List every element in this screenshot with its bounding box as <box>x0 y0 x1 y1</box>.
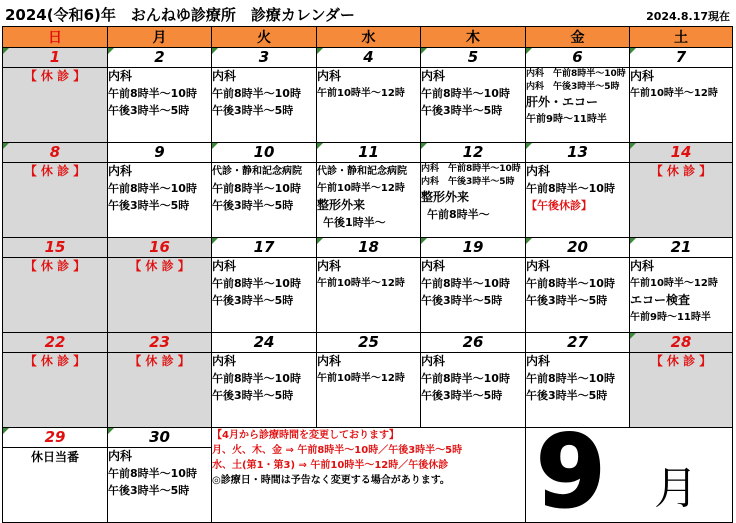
schedule-line: 午後3時半～5時 <box>421 104 503 117</box>
schedule-line: 午前8時半～10時 <box>212 182 301 195</box>
closed-day-cell: 【 休 診 】 <box>3 258 108 333</box>
corner-mark-icon <box>3 428 9 434</box>
day-number <box>630 143 733 163</box>
day-number-text: 6 <box>572 48 583 66</box>
as-of-date: 2024.8.17現在 <box>646 10 730 23</box>
day-number <box>108 333 212 353</box>
schedule-line: 内科 <box>108 449 133 463</box>
day-number <box>630 238 733 258</box>
schedule-line: 午後3時半～5時 <box>108 104 190 117</box>
corner-mark-icon <box>421 238 427 244</box>
schedule-line: 午前10時半～12時 <box>317 373 405 384</box>
day-number-text: 29 <box>44 428 66 446</box>
closed-day-cell: 【 休 診 】 <box>108 353 212 428</box>
day-number <box>526 238 630 258</box>
schedule-line: 午前8時半～10時 <box>421 277 510 290</box>
schedule-line: 内科 <box>630 69 655 83</box>
closed-day-cell: 【 休 診 】 <box>108 258 212 333</box>
day-number-text: 25 <box>358 333 379 351</box>
schedule-line: 肝外・エコー <box>526 95 599 109</box>
day-number <box>317 333 421 353</box>
schedule-line: 内科 <box>526 164 551 178</box>
schedule-line: 内科 午前8時半～10時 <box>421 164 521 174</box>
closed-day-cell: 【 休 診 】 <box>3 68 108 143</box>
last-week-date-row <box>3 428 733 448</box>
schedule-line: 午後3時半～5時 <box>526 389 608 402</box>
schedule-line: 内科 <box>212 69 237 83</box>
corner-mark-icon <box>526 238 532 244</box>
corner-mark-icon <box>630 48 636 54</box>
schedule-line: 午後3時半～5時 <box>108 199 190 212</box>
schedule-line: 内科 <box>421 259 446 273</box>
day-number <box>526 143 630 163</box>
day-number <box>212 48 317 68</box>
schedule-line: 午前8時半～10時 <box>526 182 615 195</box>
day-number <box>108 48 212 68</box>
corner-mark-icon <box>630 333 636 339</box>
day-number <box>526 48 630 68</box>
schedule-line: 午後1時半～ <box>323 216 386 229</box>
corner-mark-icon <box>317 238 323 244</box>
schedule-line: 午前8時半～10時 <box>421 87 510 100</box>
date-row <box>3 143 733 163</box>
day-number-text: 16 <box>149 238 170 256</box>
schedule-row <box>3 258 733 333</box>
day-number <box>3 238 108 258</box>
schedule-line: 代診・静和記念病院 <box>212 166 302 177</box>
day-cell <box>421 163 526 238</box>
corner-mark-icon <box>3 48 9 54</box>
schedule-line: 内科 <box>108 164 133 178</box>
day-number <box>630 48 733 68</box>
schedule-line: 午前8時半～10時 <box>526 372 615 385</box>
schedule-line: 午前10時半～12時 <box>630 278 718 289</box>
corner-mark-icon <box>630 238 636 244</box>
closed-day-cell: 【 休 診 】 <box>3 163 108 238</box>
schedule-line: 午前8時半～10時 <box>421 372 510 385</box>
day-number-text: 27 <box>567 333 588 351</box>
day-number-text: 22 <box>44 333 66 351</box>
closed-day-cell: 【 休 診 】 <box>630 163 733 238</box>
holiday-duty-cell: 休日当番 <box>3 448 108 523</box>
day-number-text: 8 <box>49 143 61 161</box>
schedule-line: 内科 <box>526 259 551 273</box>
page-header <box>0 0 736 26</box>
day-number <box>108 238 212 258</box>
day-number-text: 23 <box>149 333 170 351</box>
schedule-line: 午後3時半～5時 <box>212 199 294 212</box>
corner-mark-icon <box>526 143 532 149</box>
month-display <box>526 428 733 523</box>
day-number <box>421 48 526 68</box>
day-number <box>421 238 526 258</box>
day-cell <box>526 353 630 428</box>
schedule-line: 午前8時半～10時 <box>108 87 197 100</box>
schedule-line: 午前8時半～10時 <box>526 277 615 290</box>
date-row <box>3 238 733 258</box>
day-number-text: 15 <box>44 238 66 256</box>
schedule-line: 内科 <box>212 354 237 368</box>
weekday-sun: 日 <box>3 27 108 48</box>
schedule-line: 午前8時半～10時 <box>108 182 197 195</box>
schedule-line: 午後3時半～5時 <box>212 389 294 402</box>
schedule-line: 午後3時半～5時 <box>108 484 190 497</box>
day-cell <box>421 258 526 333</box>
schedule-line: 午後3時半～5時 <box>421 389 503 402</box>
weekday-fri: 金 <box>526 27 630 48</box>
corner-mark-icon <box>630 143 636 149</box>
day-number <box>3 48 108 68</box>
weekday-tue: 火 <box>212 27 317 48</box>
day-cell <box>317 353 421 428</box>
day-number-text: 28 <box>670 333 692 351</box>
day-number <box>421 143 526 163</box>
page-title: 2024(令和6)年 おんねゆ診療所 診療カレンダー <box>5 6 355 24</box>
day-number <box>317 48 421 68</box>
day-number-text: 30 <box>149 428 170 446</box>
day-number <box>212 238 317 258</box>
day-number <box>630 333 733 353</box>
schedule-line: 内科 <box>212 259 237 273</box>
schedule-line: 午後3時半～5時 <box>526 294 608 307</box>
schedule-row <box>3 163 733 238</box>
schedule-line: 午後3時半～5時 <box>212 104 294 117</box>
schedule-line: 内科 午後3時半～5時 <box>526 82 620 92</box>
weekday-sat: 土 <box>630 27 733 48</box>
day-number-text: 18 <box>358 238 379 256</box>
day-cell <box>421 353 526 428</box>
day-number-text: 21 <box>670 238 692 256</box>
day-cell <box>212 258 317 333</box>
schedule-line: 午前8時半～10時 <box>212 87 301 100</box>
schedule-line: 午前8時半～10時 <box>212 372 301 385</box>
schedule-line: 内科 <box>317 69 342 83</box>
day-number <box>108 428 212 448</box>
corner-mark-icon <box>108 428 114 434</box>
day-cell <box>526 68 630 143</box>
schedule-line: エコー検査 <box>630 293 691 307</box>
corner-mark-icon <box>212 238 218 244</box>
day-cell <box>526 258 630 333</box>
day-cell <box>108 68 212 143</box>
day-number-text: 9 <box>154 143 165 161</box>
schedule-line: 内科 <box>421 69 446 83</box>
day-cell <box>317 163 421 238</box>
notice-line: ◎診療日・時間は予告なく変更する場合があります。 <box>212 475 450 486</box>
day-number-text: 24 <box>253 333 275 351</box>
day-cell <box>421 68 526 143</box>
day-cell <box>630 68 733 143</box>
corner-mark-icon <box>421 48 427 54</box>
corner-mark-icon <box>421 143 427 149</box>
day-number <box>421 333 526 353</box>
schedule-line: 内科 <box>630 259 655 273</box>
day-number-text: 26 <box>462 333 484 351</box>
day-number-text: 17 <box>253 238 275 256</box>
day-number-text: 12 <box>462 143 484 161</box>
notice-line: 水、土(第1・第3) ⇒ 午前10時半～12時／午後休診 <box>212 460 449 471</box>
weekday-thu: 木 <box>421 27 526 48</box>
schedule-line: 内科 <box>526 354 551 368</box>
schedule-line: 午前8時半～ <box>427 208 490 221</box>
day-cell <box>317 68 421 143</box>
corner-mark-icon <box>526 48 532 54</box>
day-cell <box>630 258 733 333</box>
day-cell <box>212 353 317 428</box>
month-number: 9 <box>536 427 606 523</box>
day-number <box>212 333 317 353</box>
corner-mark-icon <box>317 48 323 54</box>
notice-line: 【4月から診療時間を変更しております】 <box>212 430 399 441</box>
corner-mark-icon <box>108 48 114 54</box>
day-number-text: 14 <box>670 143 692 161</box>
corner-mark-icon <box>3 143 9 149</box>
schedule-line: 午前10時半～12時 <box>317 88 405 99</box>
day-number <box>3 333 108 353</box>
schedule-line: 午前10時半～12時 <box>317 183 405 194</box>
schedule-line: 内科 午前8時半～10時 <box>526 69 626 79</box>
weekday-mon: 月 <box>108 27 212 48</box>
schedule-line: 整形外来 <box>317 198 366 212</box>
schedule-line: 内科 <box>317 354 342 368</box>
weekday-header-row <box>3 27 733 48</box>
corner-mark-icon <box>212 143 218 149</box>
corner-mark-icon <box>212 48 218 54</box>
schedule-line: 午前9時～11時半 <box>630 312 711 323</box>
calendar-body <box>3 48 733 523</box>
schedule-line: 【午後休診】 <box>526 199 592 212</box>
day-number <box>212 143 317 163</box>
day-cell <box>108 448 212 523</box>
day-number <box>108 143 212 163</box>
day-number-text: 7 <box>675 48 687 66</box>
day-number-text: 10 <box>253 143 275 161</box>
schedule-line: 午後3時半～5時 <box>212 294 294 307</box>
schedule-line: 午前10時半～12時 <box>630 88 718 99</box>
schedule-line: 内科 <box>317 259 342 273</box>
schedule-line: 整形外来 <box>421 190 470 204</box>
date-row <box>3 48 733 68</box>
day-number <box>317 143 421 163</box>
corner-mark-icon <box>317 143 323 149</box>
schedule-line: 内科 <box>421 354 446 368</box>
schedule-row <box>3 68 733 143</box>
day-number-text: 1 <box>49 48 61 66</box>
weekday-wed: 水 <box>317 27 421 48</box>
day-number <box>526 333 630 353</box>
date-row <box>3 333 733 353</box>
day-number-text: 2 <box>154 48 165 66</box>
month-label: 月 <box>654 463 698 514</box>
schedule-line: 午後3時半～5時 <box>421 294 503 307</box>
day-number <box>317 238 421 258</box>
day-number-text: 4 <box>363 48 374 66</box>
day-number-text: 3 <box>258 48 270 66</box>
day-cell <box>526 163 630 238</box>
day-number-text: 19 <box>462 238 484 256</box>
calendar-table <box>2 26 733 523</box>
notice-box <box>212 428 526 523</box>
schedule-line: 内科 <box>108 69 133 83</box>
day-cell <box>317 258 421 333</box>
closed-day-cell: 【 休 診 】 <box>630 353 733 428</box>
notice-line: 月、火、木、金 ⇒ 午前8時半～10時／午後3時半～5時 <box>212 445 463 456</box>
schedule-line: 午前10時半～12時 <box>317 278 405 289</box>
schedule-line: 午前9時～11時半 <box>526 114 607 125</box>
day-number-text: 13 <box>567 143 588 161</box>
schedule-line: 内科 午後3時半～5時 <box>421 177 515 187</box>
day-cell <box>212 68 317 143</box>
day-cell <box>108 163 212 238</box>
day-number <box>3 428 108 448</box>
day-number <box>3 143 108 163</box>
closed-day-cell: 【 休 診 】 <box>3 353 108 428</box>
day-cell <box>212 163 317 238</box>
schedule-line: 午前8時半～10時 <box>212 277 301 290</box>
schedule-line: 午前8時半～10時 <box>108 467 197 480</box>
day-number-text: 5 <box>467 48 479 66</box>
day-number-text: 11 <box>358 143 379 161</box>
day-number-text: 20 <box>567 238 588 256</box>
schedule-line: 代診・静和記念病院 <box>317 166 407 177</box>
schedule-row <box>3 353 733 428</box>
